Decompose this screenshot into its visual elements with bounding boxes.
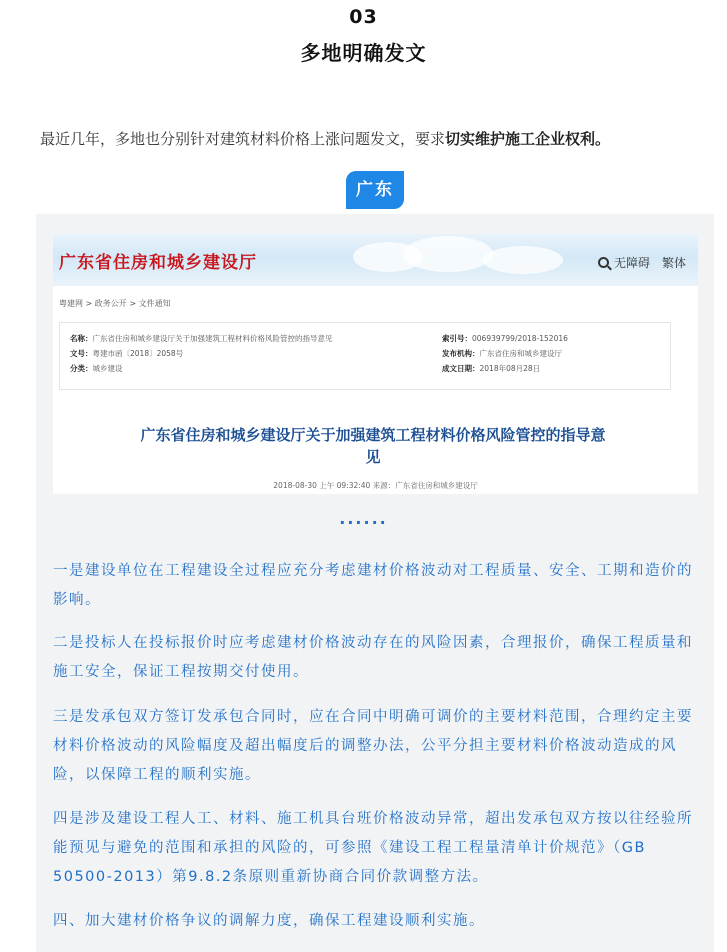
meta-docno: 文号：粤建市函〔2018〕2058号 (70, 349, 184, 358)
meta-issuer: 发布机构：广东省住房和城乡建设厅 (442, 349, 562, 358)
meta-name: 名称：广东省住房和城乡建设厅关于加强建筑工程材料价格风险管控的指导意见 (70, 334, 333, 343)
document-title: 广东省住房和城乡建设厅关于加强建筑工程材料价格风险管控的指导意 见 (140, 426, 606, 466)
magnifier-icon (598, 257, 609, 268)
intro-paragraph (40, 127, 700, 151)
intro-emphasis: 切实维护施工企业权利。 (445, 130, 611, 148)
site-tools (598, 254, 686, 271)
paragraph-1: 一是建设单位在工程建设全过程应充分考虑建材价格波动对工程质量、安全、工期和造价的影响。 (53, 563, 693, 608)
section-number: 03 (349, 6, 378, 28)
paragraph-3: 三是发承包双方签订发承包合同时，应在合同中明确可调价的主要材料范围，合理约定主要材料价格波动的风险幅度及超出幅度后的调整办法，公平分担主要材料价格波动造成的风险，以保障工程的顺利实施。 (53, 709, 693, 783)
paragraph-5: 四、加大建材价格争议的调解力度，确保工程建设顺利实施。 (53, 913, 485, 929)
intro-text: 最近几年，多地也分别针对建筑材料价格上涨问题发文，要求 (40, 130, 446, 148)
cloud-decoration (483, 246, 563, 274)
meta-index: 索引号：006939799/2018-152016 (442, 334, 568, 343)
traditional-chinese-link[interactable]: 繁体 (661, 256, 686, 270)
ellipsis-separator: ······ (339, 513, 388, 532)
site-name: 广东省住房和城乡建设厅 (59, 253, 257, 273)
site-header (53, 234, 698, 286)
cloud-decoration (403, 236, 493, 272)
breadcrumb: 粤建网 > 政务公开 > 文件通知 (59, 299, 171, 308)
document-screenshot (53, 234, 698, 494)
paragraph-2: 二是投标人在投标报价时应考虑建材价格波动存在的风险因素，合理报价，确保工程质量和施工安全，保证工程按期交付使用。 (53, 635, 693, 680)
document-date: 2018-08-30 上午 09:32:40 来源：广东省住房和城乡建设厅 (273, 481, 478, 490)
document-meta-box (59, 322, 671, 390)
region-tag: 广东 (346, 171, 404, 209)
meta-date: 成文日期：2018年08月28日 (442, 364, 541, 373)
paragraph-4: 四是涉及建设工程人工、材料、施工机具台班价格波动异常，超出发承包双方按以往经验所能预见与避免的范围和承担的风险的，可参照《建设工程工程量清单计价规范》（GB 50500-2013）第9.8.2条原则重新协商合同价款调整方法。 (53, 811, 693, 885)
meta-category: 分类：城乡建设 (70, 364, 123, 373)
accessibility-link[interactable] (598, 254, 650, 271)
accessibility-label: 无障碍 (613, 256, 650, 270)
section-title: 多地明确发文 (300, 41, 427, 65)
